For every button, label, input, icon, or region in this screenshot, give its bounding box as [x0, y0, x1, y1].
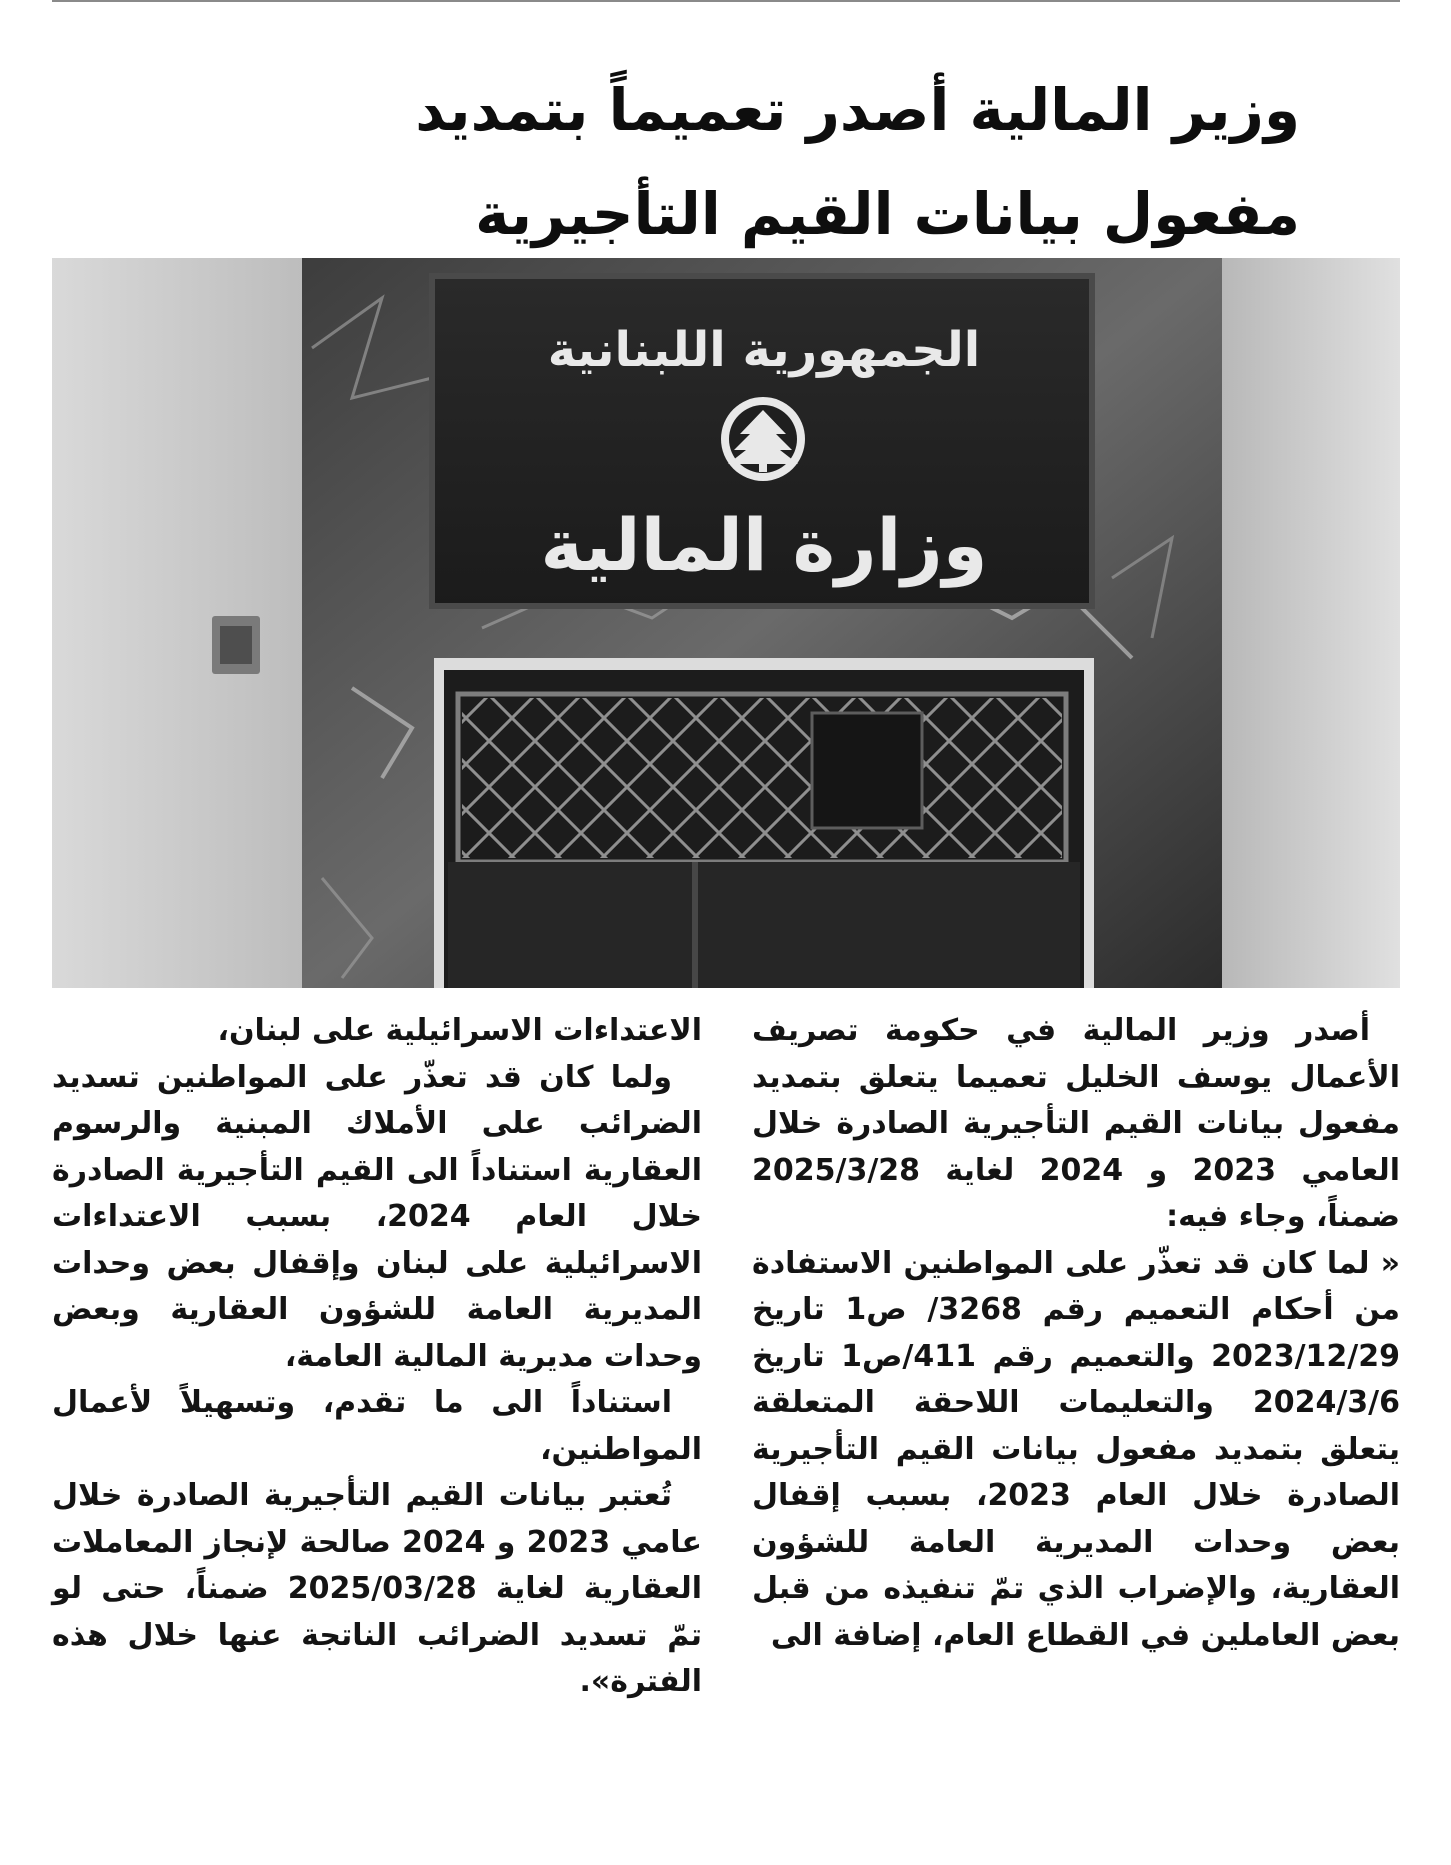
article-paragraph: الاعتداءات الاسرائيلية على لبنان، — [217, 1013, 702, 1048]
article-column-right — [752, 1008, 1400, 1858]
headline-line-2: مفعول بيانات القيم التأجيرية — [475, 180, 1300, 248]
article-paragraph: « لما كان قد تعذّر على المواطنين الاستفادة من أحكام التعميم رقم 3268/ ص1 تاريخ 2023/12/29 والتعميم رقم 411/ص1 تاريخ 2024/3/6 والتعليمات اللاحقة المتعلقة يتعلق بتمديد مفعول بيانات القيم التأجيرية الصادرة خلال العام 2023، بسبب إقفال بعض وحدات المديرية العامة للشؤون العقارية، والإضراب الذي تمّ تنفيذه من قبل بعض العاملين في القطاع العام، إضافة الى — [752, 1245, 1400, 1653]
article-paragraph: ولما كان قد تعذّر على المواطنين تسديد الضرائب على الأملاك المبنية والرسوم العقارية استناداً الى القيم التأجيرية الصادرة خلال العام 2024، بسبب الاعتداءات الاسرائيلية على لبنان وإقفال بعض وحدات المديرية العامة للشؤون العقارية وبعض وحدات مديرية المالية العامة، — [52, 1059, 702, 1374]
top-rule — [52, 0, 1400, 2]
intercom-panel — [212, 616, 260, 674]
article-column-left — [52, 1008, 702, 1858]
sign-ministry-text: وزارة المالية — [540, 503, 988, 587]
article-paragraph: استناداً الى ما تقدم، وتسهيلاً لأعمال المواطنين، — [52, 1385, 702, 1467]
article-paragraph: تُعتبر بيانات القيم التأجيرية الصادرة خلال عامي 2023 و 2024 صالحة لإنجاز المعاملات العقارية لغاية 2025/03/28 ضمناً، حتى لو تمّ تسديد الضرائب الناتجة عنها خلال هذه الفترة». — [52, 1478, 702, 1699]
sign-republic-text: الجمهورية اللبنانية — [547, 322, 981, 378]
ministry-entrance-photo — [52, 258, 1400, 988]
cedar-icon — [721, 397, 805, 481]
article-paragraph: أصدر وزير المالية في حكومة تصريف الأعمال يوسف الخليل تعميما يتعلق بتمديد مفعول بيانات القيم التأجيرية الصادرة خلال العامي 2023 و 2024 لغاية 2025/3/28 ضمناً، وجاء فيه: — [752, 1013, 1400, 1234]
headline-line-1: وزير المالية أصدر تعميماً بتمديد — [415, 76, 1300, 144]
headline — [120, 58, 1300, 266]
